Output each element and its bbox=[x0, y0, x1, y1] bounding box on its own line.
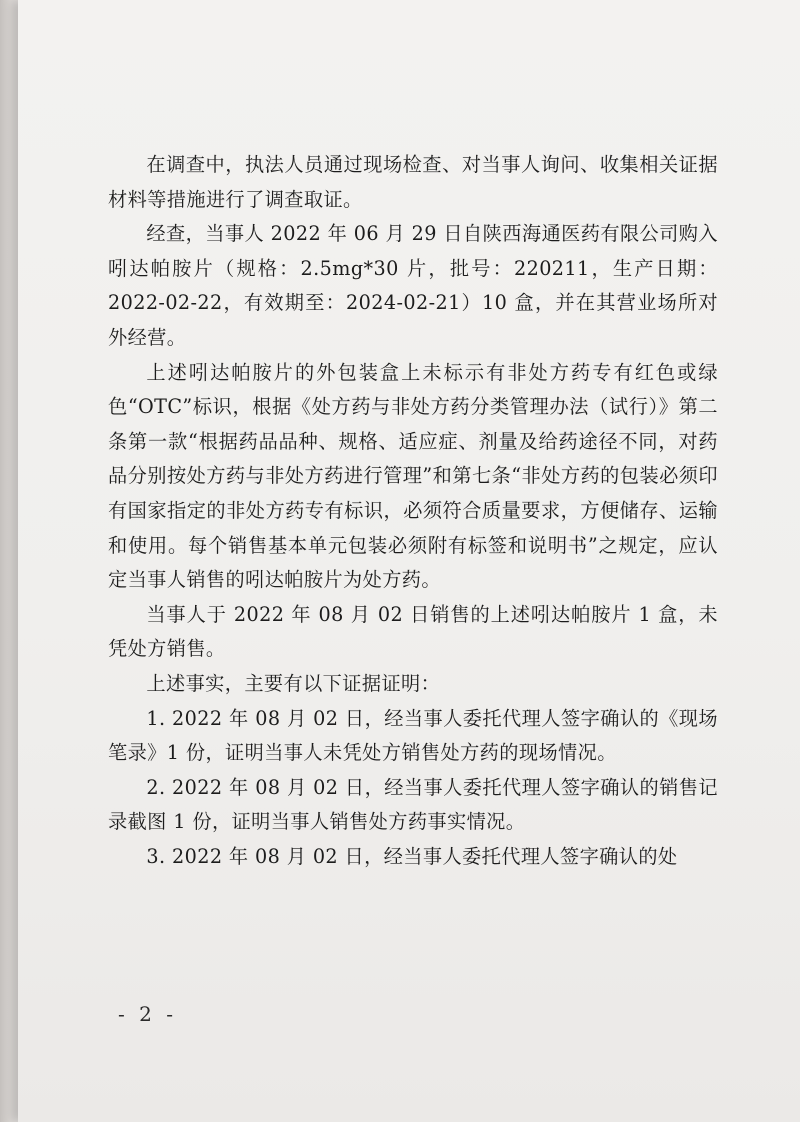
evidence-item-3: 3. 2022 年 08 月 02 日，经当事人委托代理人签字确认的处 bbox=[146, 844, 678, 868]
paragraph-sale-facts: 当事人于 2022 年 08 月 02 日销售的上述吲达帕胺片 1 盒，未凭处方销售。 bbox=[108, 602, 718, 661]
page-number: - 2 - bbox=[118, 1002, 177, 1026]
paragraph-evidence-intro: 上述事实，主要有以下证据证明： bbox=[146, 671, 441, 695]
document-body bbox=[108, 148, 718, 874]
document-page bbox=[18, 0, 800, 1122]
paragraph-investigation: 在调查中，执法人员通过现场检查、对当事人询问、收集相关证据材料等措施进行了调查取证。 bbox=[108, 153, 718, 211]
paragraph-purchase-facts: 经查，当事人 2022 年 06 月 29 日自陕西海通医药有限公司购入吲达帕胺片（规格：2.5mg*30 片，批号：220211，生产日期：2022-02-22，有效期至：2024-02-21）10 盒，并在其营业场所对外经营。 bbox=[108, 222, 718, 349]
evidence-item-1: 1. 2022 年 08 月 02 日，经当事人委托代理人签字确认的《现场笔录》1 份，证明当事人未凭处方销售处方药的现场情况。 bbox=[108, 706, 718, 765]
evidence-item-2: 2. 2022 年 08 月 02 日，经当事人委托代理人签字确认的销售记录截图 1 份，证明当事人销售处方药事实情况。 bbox=[108, 775, 718, 834]
paragraph-legal-basis: 上述吲达帕胺片的外包装盒上未标示有非处方药专有红色或绿色“OTC”标识，根据《处方药与非处方药分类管理办法（试行）》第二条第一款“根据药品品种、规格、适应症、剂量及给药途径不同，对药品分别按处方药与非处方药进行管理”和第七条“非处方药的包装必须印有国家指定的非处方药专有标识，必须符合质量要求，方便储存、运输和使用。每个销售基本单元包装必须附有标签和说明书”之规定，应认定当事人销售的吲达帕胺片为处方药。 bbox=[108, 360, 718, 592]
